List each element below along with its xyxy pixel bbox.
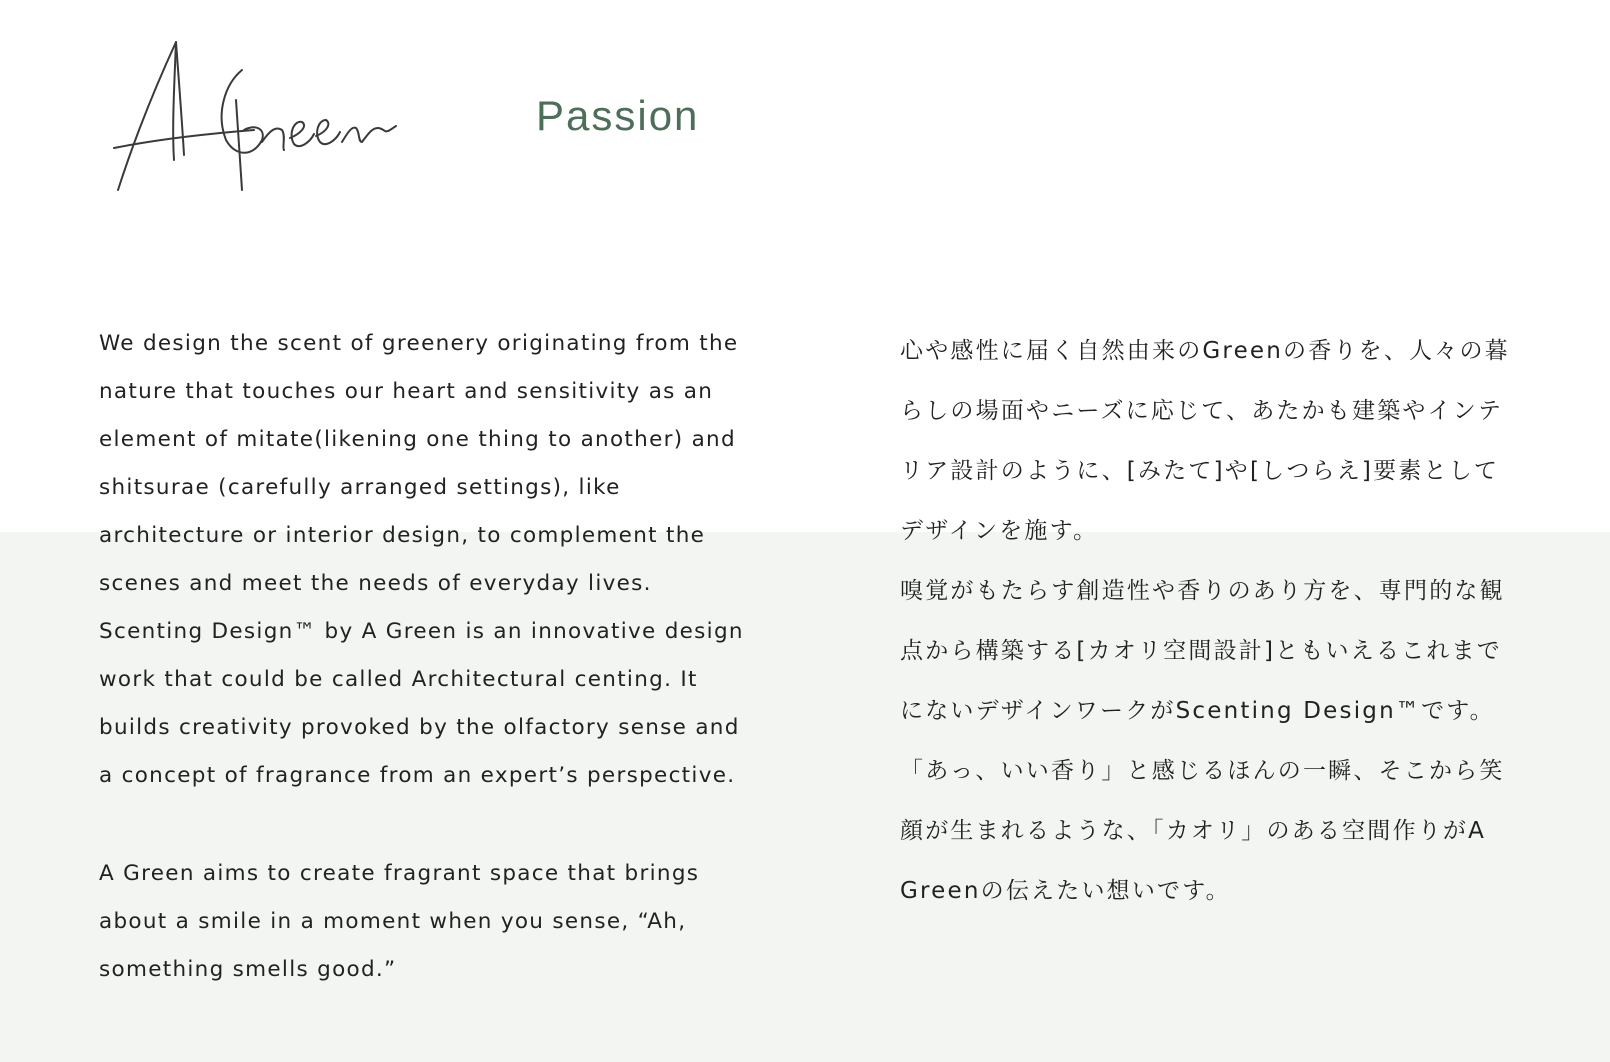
- japanese-paragraph: 嗅覚がもたらす創造性や香りのあり方を、専門的な観点から構築する[カオリ空間設計]ともいえるこれまでにないデザインワークがScenting Design™です。: [900, 578, 1505, 724]
- japanese-paragraph: 心や感性に届く自然由来のGreenの香りを、人々の暮らしの場面やニーズに応じて、あたかも建築やインテリア設計のように、[みたて]や[しつらえ]要素としてデザインを施す。: [900, 338, 1510, 544]
- section-title: Passion: [536, 92, 700, 139]
- english-paragraph: A Green aims to create fragrant space that brings about a smile in a moment when you sense, “Ah, something smells good.”: [99, 861, 700, 982]
- english-paragraph: We design the scent of greenery originating from the nature that touches our heart and sensitivity as an element of mitate(likening one thing to another) and shitsurae (carefully arranged settings), like architecture or interior design, to complement the scenes and meet the needs of everyday lives. Scenting Design™ by A Green is an innovative design work that could be called Architectural centing. It builds creativity provoked by the olfactory sense and a concept of fragrance from an expert’s perspective.: [99, 331, 744, 788]
- japanese-text-column: [900, 321, 1510, 921]
- japanese-paragraph: 「あっ、いい香り」と感じるほんの一瞬、そこから笑顔が生まれるような、「カオリ」のある空間作りがA Greenの伝えたい想いです。: [900, 758, 1505, 904]
- english-text-column: [99, 320, 759, 994]
- a-green-signature-logo: [104, 30, 404, 200]
